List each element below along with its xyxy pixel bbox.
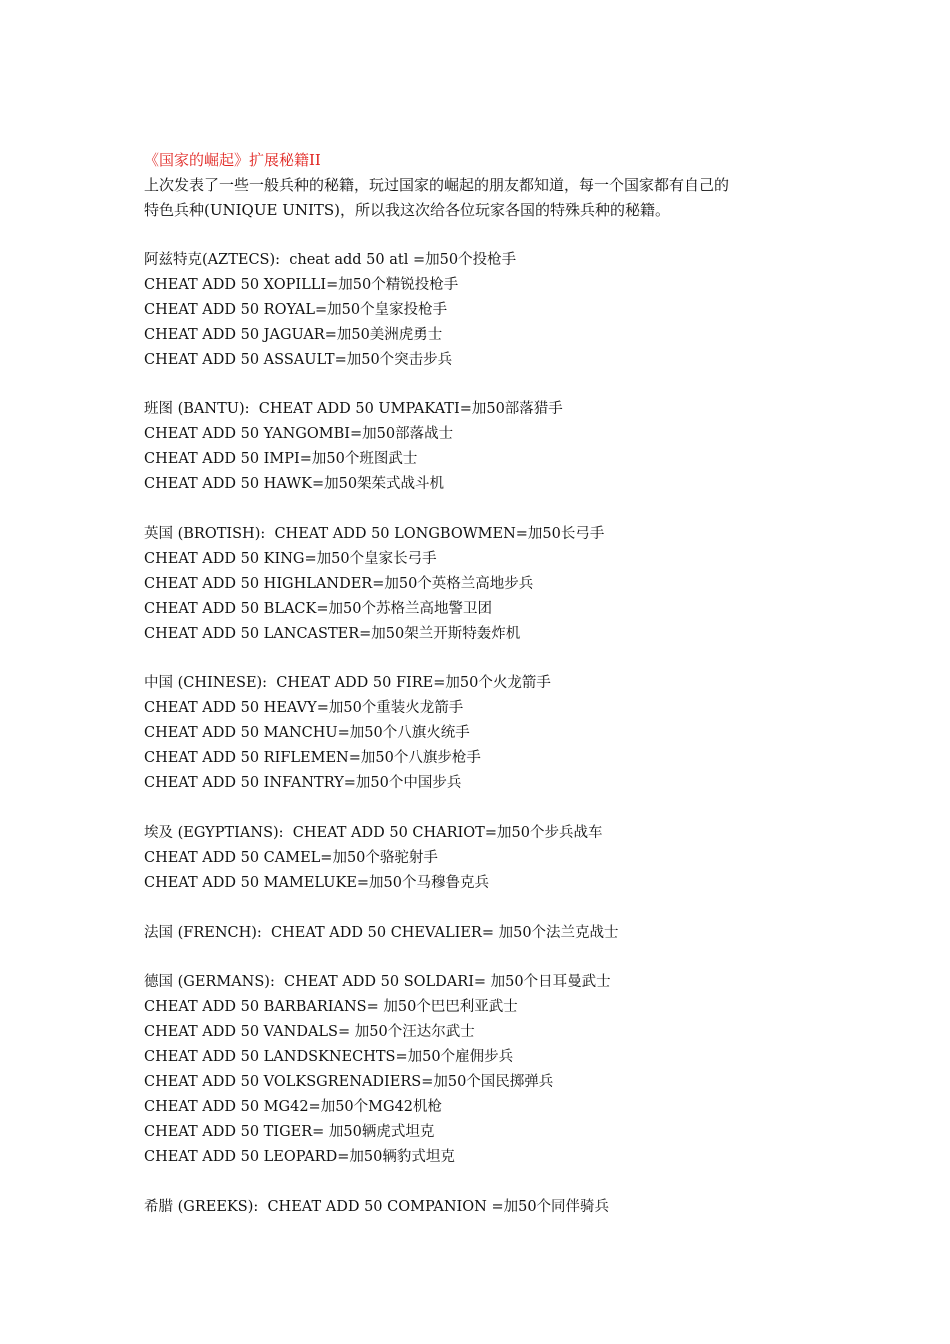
- section-british: [144, 522, 834, 646]
- cheat-line: CHEAT ADD 50 XOPILLI=加50个精锐投枪手: [144, 276, 459, 293]
- cheat-line: CHEAT ADD 50 HAWK=加50架茱式战斗机: [144, 476, 445, 493]
- cheat-line: CHEAT ADD 50 MANCHU=加50个八旗火统手: [144, 725, 470, 742]
- cheat-line: CHEAT ADD 50 JAGUAR=加50美洲虎勇士: [144, 326, 443, 343]
- intro-line: 上次发表了一些一般兵种的秘籍，玩过国家的崛起的朋友都知道，每一个国家都有自己的: [144, 176, 730, 194]
- intro-paragraph: [144, 173, 834, 223]
- cheat-line: CHEAT ADD 50 BLACK=加50个苏格兰高地警卫团: [144, 600, 492, 617]
- cheat-line: 德国 (GERMANS): CHEAT ADD 50 SOLDARI= 加50个日耳曼武士: [144, 974, 611, 991]
- cheat-line: CHEAT ADD 50 IMPI=加50个班图武士: [144, 451, 418, 468]
- cheat-line: CHEAT ADD 50 BARBARIANS= 加50个巴巴利亚武士: [144, 999, 518, 1016]
- cheat-line: CHEAT ADD 50 HEAVY=加50个重装火龙箭手: [144, 700, 464, 717]
- cheat-line: CHEAT ADD 50 LEOPARD=加50辆豹式坦克: [144, 1148, 455, 1165]
- cheat-line: CHEAT ADD 50 LANCASTER=加50架兰开斯特轰炸机: [144, 625, 521, 642]
- cheat-line: 埃及 (EGYPTIANS): CHEAT ADD 50 CHARIOT=加50个步兵战车: [144, 824, 603, 841]
- cheat-line: CHEAT ADD 50 RIFLEMEN=加50个八旗步枪手: [144, 750, 481, 767]
- cheat-line: CHEAT ADD 50 VOLKSGRENADIERS=加50个国民掷弹兵: [144, 1074, 554, 1091]
- cheat-line: CHEAT ADD 50 MAMELUKE=加50个马穆鲁克兵: [144, 874, 489, 891]
- cheat-line: 英国 (BROTISH): CHEAT ADD 50 LONGBOWMEN=加50长弓手: [144, 526, 605, 543]
- section-egyptians: [144, 821, 834, 896]
- cheat-line: CHEAT ADD 50 YANGOMBI=加50部落战士: [144, 426, 454, 443]
- intro-line: 特色兵种(UNIQUE UNITS)，所以我这次给各位玩家各国的特殊兵种的秘籍。: [144, 201, 671, 219]
- section-chinese: [144, 671, 834, 795]
- cheat-line: CHEAT ADD 50 INFANTRY=加50个中国步兵: [144, 775, 462, 792]
- cheat-line: 中国 (CHINESE): CHEAT ADD 50 FIRE=加50个火龙箭手: [144, 675, 551, 692]
- cheat-line: CHEAT ADD 50 VANDALS= 加50个汪达尔武士: [144, 1024, 475, 1041]
- cheat-line: CHEAT ADD 50 LANDSKNECHTS=加50个雇佣步兵: [144, 1049, 514, 1066]
- cheat-line: 阿兹特克(AZTECS): cheat add 50 atl =加50个投枪手: [144, 252, 517, 268]
- cheat-line: CHEAT ADD 50 KING=加50个皇家长弓手: [144, 550, 437, 567]
- section-bantu: [144, 397, 834, 497]
- section-aztecs: [144, 248, 834, 372]
- cheat-line: CHEAT ADD 50 MG42=加50个MG42机枪: [144, 1098, 443, 1115]
- cheat-line: CHEAT ADD 50 HIGHLANDER=加50个英格兰高地步兵: [144, 575, 534, 592]
- section-french: [144, 921, 834, 946]
- cheat-line: 班图 (BANTU): CHEAT ADD 50 UMPAKATI=加50部落猎手: [144, 401, 563, 418]
- cheat-line: CHEAT ADD 50 TIGER= 加50辆虎式坦克: [144, 1123, 435, 1140]
- document-title: 《国家的崛起》扩展秘籍II: [144, 151, 321, 169]
- section-greeks: [144, 1195, 834, 1220]
- cheat-line: 法国 (FRENCH): CHEAT ADD 50 CHEVALIER= 加50个法兰克战士: [144, 924, 619, 941]
- cheat-line: CHEAT ADD 50 ASSAULT=加50个突击步兵: [144, 351, 453, 368]
- document-page: [144, 148, 834, 1220]
- cheat-line: CHEAT ADD 50 ROYAL=加50个皇家投枪手: [144, 301, 448, 318]
- cheat-line: 希腊 (GREEKS): CHEAT ADD 50 COMPANION =加50个同伴骑兵: [144, 1198, 610, 1215]
- cheat-line: CHEAT ADD 50 CAMEL=加50个骆驼射手: [144, 849, 438, 866]
- section-germans: [144, 970, 834, 1169]
